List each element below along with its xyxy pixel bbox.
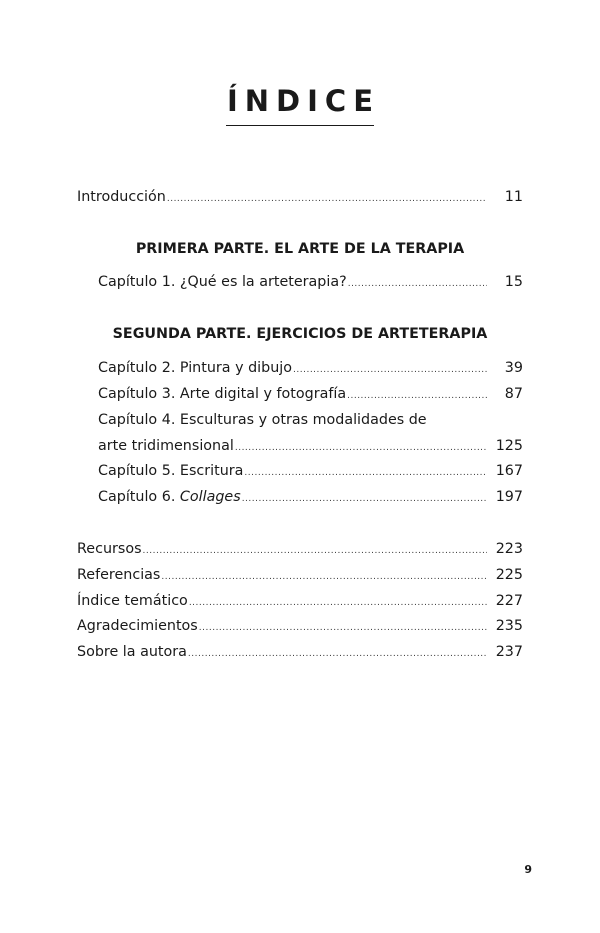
toc-entry-chapter-3[interactable]	[98, 383, 523, 405]
dot-leader	[347, 273, 487, 295]
page-title: ÍNDICE	[226, 84, 380, 118]
toc-entry-page: 11	[504, 189, 523, 205]
toc-entry-label: Recursos	[77, 541, 142, 557]
toc-entry-page: 197	[495, 489, 523, 505]
toc-entry-label-prefix: Capítulo 6.	[98, 489, 176, 505]
page-number: 9	[524, 863, 532, 876]
toc-entry-chapter-4-line-1[interactable]	[98, 409, 523, 431]
toc-entry-introduccion[interactable]	[77, 186, 523, 208]
toc-entry-page: 227	[495, 593, 523, 609]
toc-entry-label: Capítulo 1. ¿Qué es la arteterapia?	[98, 274, 347, 290]
dot-leader	[243, 462, 487, 484]
dot-leader	[188, 592, 487, 614]
toc-entry-page: 15	[504, 274, 523, 290]
dot-leader	[292, 359, 487, 381]
title-underline	[226, 125, 374, 126]
dot-leader	[187, 643, 487, 665]
toc-entry-page: 225	[495, 567, 523, 583]
toc-entry-label: Agradecimientos	[77, 618, 198, 634]
dot-leader	[346, 385, 487, 407]
toc-entry-label: Referencias	[77, 567, 161, 583]
dot-leader	[241, 488, 487, 510]
dot-leader	[198, 617, 487, 639]
toc-entry-chapter-2[interactable]	[98, 357, 523, 379]
toc-entry-chapter-4[interactable]	[98, 435, 523, 457]
toc-entry-label: Capítulo 5. Escritura	[98, 463, 244, 479]
part-heading-2: SEGUNDA PARTE. EJERCICIOS DE ARTETERAPIA	[112, 326, 488, 342]
dot-leader	[142, 540, 487, 562]
toc-entry-label: Capítulo 4. Esculturas y otras modalidades de	[98, 412, 427, 428]
toc-entry-page: 39	[504, 360, 523, 376]
toc-entry-label: Capítulo 3. Arte digital y fotografía	[98, 386, 347, 402]
toc-entry-indice-tematico[interactable]	[77, 590, 523, 612]
toc-entry-label: Capítulo 2. Pintura y dibujo	[98, 360, 293, 376]
dot-leader	[166, 188, 487, 210]
toc-entry-label: Sobre la autora	[77, 644, 187, 660]
toc-entry-page: 235	[495, 618, 523, 634]
toc-entry-chapter-1[interactable]	[98, 271, 523, 293]
toc-entry-agradecimientos[interactable]	[77, 615, 523, 637]
part-heading-1: PRIMERA PARTE. EL ARTE DE LA TERAPIA	[135, 241, 465, 257]
dot-leader	[234, 437, 487, 459]
toc-entry-sobre-la-autora[interactable]	[77, 641, 523, 663]
toc-entry-label: Introducción	[77, 189, 166, 205]
toc-entry-label-italic: Collages	[179, 489, 241, 505]
toc-entry-chapter-5[interactable]	[98, 460, 523, 482]
toc-entry-page: 167	[495, 463, 523, 479]
toc-entry-page: 87	[504, 386, 523, 402]
toc-entry-label	[98, 486, 241, 508]
toc-entry-label: Índice temático	[77, 593, 188, 609]
toc-entry-chapter-6[interactable]	[98, 486, 523, 508]
dot-leader	[160, 566, 487, 588]
toc-entry-page: 223	[495, 541, 523, 557]
toc-entry-referencias[interactable]	[77, 564, 523, 586]
toc-entry-page: 237	[495, 644, 523, 660]
toc-entry-page: 125	[495, 438, 523, 454]
toc-entry-label: arte tridimensional	[98, 438, 234, 454]
toc-entry-recursos[interactable]	[77, 538, 523, 560]
